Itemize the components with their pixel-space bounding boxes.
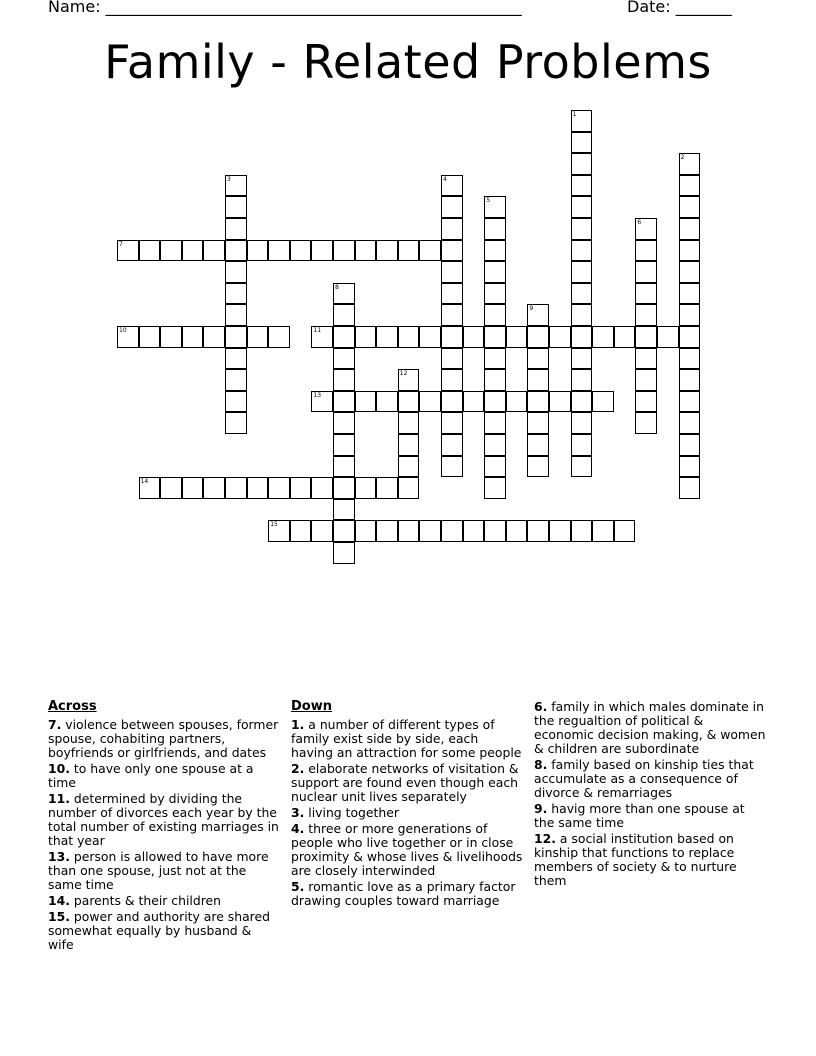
clue-item [48, 910, 280, 952]
crossword-cell[interactable] [571, 326, 593, 348]
clue-number: 15. [48, 909, 70, 924]
crossword-cell[interactable] [549, 326, 571, 348]
clue-number: 8. [534, 757, 548, 772]
crossword-cell[interactable] [419, 391, 441, 413]
crossword-cell[interactable] [635, 218, 657, 240]
crossword-cell[interactable] [679, 153, 701, 175]
crossword-cell[interactable] [571, 153, 593, 175]
crossword-cell[interactable] [117, 326, 139, 348]
crossword-cell[interactable] [441, 434, 463, 456]
crossword-cell[interactable] [506, 326, 528, 348]
clue-item [534, 758, 766, 800]
crossword-cell[interactable] [441, 283, 463, 305]
crossword-cell[interactable] [311, 391, 333, 413]
crossword-cell[interactable] [635, 261, 657, 283]
crossword-cell[interactable] [441, 175, 463, 197]
crossword-cell[interactable] [571, 456, 593, 478]
clue-text: three or more generations of people who live together or in close proximity & whose lives & livelihoods are closely interwinded [291, 821, 523, 878]
crossword-cell[interactable] [398, 391, 420, 413]
crossword-cell[interactable] [679, 326, 701, 348]
crossword-cell[interactable] [527, 326, 549, 348]
crossword-cell[interactable] [635, 369, 657, 391]
crossword-cell[interactable] [441, 348, 463, 370]
crossword-cell[interactable] [398, 520, 420, 542]
page-title: Family - Related Problems [104, 35, 712, 89]
crossword-cell[interactable] [311, 240, 333, 262]
crossword-cell[interactable] [333, 348, 355, 370]
crossword-cell[interactable] [441, 261, 463, 283]
across-clues [48, 700, 280, 954]
crossword-cell[interactable] [333, 520, 355, 542]
crossword-cell[interactable] [160, 326, 182, 348]
crossword-cell[interactable] [571, 434, 593, 456]
crossword-cell[interactable] [355, 240, 377, 262]
crossword-cell[interactable] [247, 326, 269, 348]
crossword-cell[interactable] [571, 132, 593, 154]
crossword-cell[interactable] [571, 240, 593, 262]
crossword-cell[interactable] [376, 391, 398, 413]
crossword-cell[interactable] [376, 240, 398, 262]
date-field-label: Date: _______ [627, 0, 732, 16]
crossword-cell[interactable] [635, 304, 657, 326]
crossword-cell[interactable] [441, 304, 463, 326]
crossword-cell[interactable] [679, 240, 701, 262]
crossword-cell[interactable] [203, 240, 225, 262]
crossword-cell[interactable] [333, 304, 355, 326]
crossword-cell[interactable] [441, 196, 463, 218]
crossword-cell[interactable] [225, 391, 247, 413]
crossword-cell[interactable] [398, 369, 420, 391]
crossword-cell[interactable] [160, 477, 182, 499]
clue-text: a number of different types of family exist side by side, each having an attraction for some people [291, 717, 522, 760]
crossword-cell[interactable] [225, 283, 247, 305]
crossword-cell[interactable] [679, 348, 701, 370]
clue-text: parents & their children [69, 893, 222, 908]
clue-item [534, 802, 766, 830]
crossword-cell[interactable] [527, 304, 549, 326]
crossword-cell[interactable] [679, 434, 701, 456]
crossword-cell[interactable] [463, 391, 485, 413]
crossword-cell[interactable] [571, 261, 593, 283]
crossword-cell[interactable] [247, 240, 269, 262]
crossword-cell[interactable] [679, 456, 701, 478]
crossword-cell[interactable] [527, 434, 549, 456]
crossword-cell[interactable] [290, 520, 312, 542]
crossword-cell[interactable] [398, 477, 420, 499]
crossword-cell[interactable] [225, 304, 247, 326]
clue-text: family based on kinship ties that accumulate as a consequence of divorce & remarriages [534, 757, 754, 800]
down-clues-continued [534, 700, 766, 890]
crossword-cell[interactable] [527, 520, 549, 542]
crossword-cell[interactable] [463, 520, 485, 542]
crossword-cell[interactable] [419, 240, 441, 262]
clue-number: 1. [291, 717, 305, 732]
crossword-cell[interactable] [506, 391, 528, 413]
clue-number: 6. [534, 699, 548, 714]
crossword-cell[interactable] [571, 196, 593, 218]
crossword-cell[interactable] [527, 369, 549, 391]
crossword-cell[interactable] [268, 520, 290, 542]
clue-text: havig more than one spouse at the same time [534, 801, 745, 830]
crossword-cell[interactable] [484, 434, 506, 456]
crossword-cell[interactable] [376, 477, 398, 499]
crossword-cell[interactable] [419, 326, 441, 348]
crossword-cell[interactable] [182, 240, 204, 262]
clue-item [291, 880, 523, 908]
clue-number: 12. [534, 831, 556, 846]
crossword-cell[interactable] [441, 240, 463, 262]
down-clue-list-continued [534, 700, 766, 888]
crossword-cell[interactable] [571, 391, 593, 413]
crossword-cell[interactable] [441, 391, 463, 413]
crossword-cell[interactable] [225, 326, 247, 348]
crossword-cell[interactable] [571, 369, 593, 391]
crossword-cell[interactable] [398, 412, 420, 434]
clue-item [291, 762, 523, 804]
clue-item [48, 718, 280, 760]
crossword-cell[interactable] [484, 283, 506, 305]
crossword-cell[interactable] [333, 369, 355, 391]
crossword-cell[interactable] [139, 477, 161, 499]
crossword-cell[interactable] [419, 520, 441, 542]
crossword-cell[interactable] [376, 520, 398, 542]
crossword-cell[interactable] [333, 499, 355, 521]
crossword-cell[interactable] [225, 218, 247, 240]
crossword-cell[interactable] [635, 283, 657, 305]
crossword-cell[interactable] [268, 477, 290, 499]
clue-text: a social institution based on kinship that functions to replace members of society & to nurture them [534, 831, 737, 888]
crossword-cell[interactable] [225, 348, 247, 370]
crossword-cell[interactable] [571, 218, 593, 240]
crossword-cell[interactable] [333, 542, 355, 564]
down-clue-list [291, 718, 523, 908]
clue-number-label: 12 [399, 370, 408, 378]
crossword-cell[interactable] [268, 240, 290, 262]
crossword-cell[interactable] [679, 283, 701, 305]
crossword-cell[interactable] [355, 477, 377, 499]
crossword-cell[interactable] [679, 477, 701, 499]
across-heading: Across [48, 699, 97, 714]
clue-number: 9. [534, 801, 548, 816]
crossword-cell[interactable] [484, 304, 506, 326]
clue-item [291, 806, 523, 820]
crossword-cell[interactable] [549, 391, 571, 413]
crossword-cell[interactable] [225, 369, 247, 391]
crossword-cell[interactable] [333, 283, 355, 305]
clue-item [291, 822, 523, 878]
clue-item [534, 832, 766, 888]
clue-text: family in which males dominate in the regualtion of political & economic decision making, & women & children are subordinate [534, 699, 766, 756]
crossword-cell[interactable] [679, 412, 701, 434]
clue-number-label: 9 [529, 305, 534, 313]
clue-number-label: 1 [572, 111, 577, 118]
clue-item [48, 762, 280, 790]
crossword-cell[interactable] [484, 196, 506, 218]
crossword-cell[interactable] [225, 412, 247, 434]
crossword-cell[interactable] [355, 326, 377, 348]
clue-number-label: 3 [227, 175, 231, 183]
crossword-cell[interactable] [376, 326, 398, 348]
crossword-cell[interactable] [571, 348, 593, 370]
crossword-cell[interactable] [635, 412, 657, 434]
crossword-cell[interactable] [679, 261, 701, 283]
crossword-cell[interactable] [463, 326, 485, 348]
crossword-cell[interactable] [182, 326, 204, 348]
crossword-cell[interactable] [333, 391, 355, 413]
clue-number-label: 7 [119, 240, 123, 248]
crossword-cell[interactable] [290, 240, 312, 262]
crossword-cell[interactable] [484, 391, 506, 413]
clue-text: violence between spouses, former spouse, cohabiting partners, boyfriends or girlfriends, and dates [48, 717, 279, 760]
clue-number: 2. [291, 761, 305, 776]
clue-number-label: 15 [270, 521, 278, 529]
crossword-cell[interactable] [484, 218, 506, 240]
crossword-cell[interactable] [139, 326, 161, 348]
clue-text: living together [304, 805, 399, 820]
crossword-cell[interactable] [182, 477, 204, 499]
crossword-cell[interactable] [441, 412, 463, 434]
crossword-cell[interactable] [592, 520, 614, 542]
crossword-cell[interactable] [117, 240, 139, 262]
crossword-cell[interactable] [571, 304, 593, 326]
clue-text: romantic love as a primary factor drawing couples toward marriage [291, 879, 516, 908]
crossword-cell[interactable] [571, 520, 593, 542]
crossword-cell[interactable] [571, 283, 593, 305]
name-field-label: Name: ____________________________________________________ [48, 0, 522, 16]
crossword-cell[interactable] [571, 110, 593, 132]
crossword-cell[interactable] [441, 326, 463, 348]
crossword-cell[interactable] [484, 412, 506, 434]
crossword-cell[interactable] [614, 326, 636, 348]
crossword-cell[interactable] [484, 456, 506, 478]
crossword-cell[interactable] [635, 240, 657, 262]
clue-number: 13. [48, 849, 70, 864]
crossword-cell[interactable] [333, 477, 355, 499]
clue-number-label: 6 [637, 219, 642, 226]
down-heading: Down [291, 699, 332, 714]
clue-number: 4. [291, 821, 305, 836]
crossword-cell[interactable] [635, 326, 657, 348]
crossword-cell[interactable] [441, 456, 463, 478]
clue-number-label: 14 [140, 478, 149, 486]
crossword-cell[interactable] [139, 240, 161, 262]
crossword-cell[interactable] [333, 240, 355, 262]
crossword-cell[interactable] [484, 261, 506, 283]
crossword-cell[interactable] [225, 477, 247, 499]
crossword-cell[interactable] [225, 175, 247, 197]
crossword-cell[interactable] [311, 326, 333, 348]
crossword-cell[interactable] [333, 434, 355, 456]
clue-number-label: 10 [119, 327, 127, 334]
crossword-cell[interactable] [571, 412, 593, 434]
clue-number-label: 8 [335, 283, 339, 291]
crossword-cell[interactable] [679, 391, 701, 413]
crossword-cell[interactable] [311, 477, 333, 499]
crossword-cell[interactable] [398, 456, 420, 478]
crossword-cell[interactable] [333, 412, 355, 434]
crossword-cell[interactable] [527, 348, 549, 370]
clue-number: 14. [48, 893, 70, 908]
crossword-cell[interactable] [527, 391, 549, 413]
clue-item [291, 718, 523, 760]
crossword-cell[interactable] [506, 520, 528, 542]
crossword-cell[interactable] [441, 369, 463, 391]
clue-number: 3. [291, 805, 305, 820]
crossword-cell[interactable] [592, 391, 614, 413]
clue-item [48, 792, 280, 848]
crossword-cell[interactable] [679, 196, 701, 218]
crossword-cell[interactable] [290, 477, 312, 499]
crossword-cell[interactable] [571, 175, 593, 197]
crossword-cell[interactable] [679, 218, 701, 240]
clue-number: 11. [48, 791, 70, 806]
clue-number-label: 11 [313, 327, 322, 334]
crossword-cell[interactable] [679, 369, 701, 391]
crossword-cell[interactable] [484, 477, 506, 499]
crossword-cell[interactable] [311, 520, 333, 542]
clue-text: to have only one spouse at a time [48, 761, 254, 790]
crossword-cell[interactable] [333, 456, 355, 478]
across-clue-list [48, 718, 280, 952]
clue-number: 7. [48, 717, 62, 732]
clue-item [48, 894, 280, 908]
clue-number: 10. [48, 761, 70, 776]
crossword-cell[interactable] [203, 326, 225, 348]
clue-item [534, 700, 766, 756]
clue-text: power and authority are shared somewhat equally by husband & wife [48, 909, 270, 952]
clue-number-label: 5 [486, 197, 491, 205]
crossword-cell[interactable] [484, 240, 506, 262]
crossword-cell[interactable] [355, 520, 377, 542]
crossword-cell[interactable] [635, 391, 657, 413]
crossword-cell[interactable] [225, 261, 247, 283]
clue-text: determined by dividing the number of divorces each year by the total number of existing marriages in that year [48, 791, 279, 848]
crossword-cell[interactable] [527, 456, 549, 478]
crossword-cell[interactable] [527, 412, 549, 434]
crossword-cell[interactable] [398, 240, 420, 262]
crossword-cell[interactable] [657, 326, 679, 348]
crossword-cell[interactable] [398, 434, 420, 456]
crossword-cell[interactable] [160, 240, 182, 262]
crossword-cell[interactable] [484, 348, 506, 370]
crossword-cell[interactable] [592, 326, 614, 348]
clue-text: person is allowed to have more than one spouse, just not at the same time [48, 849, 269, 892]
crossword-cell[interactable] [398, 326, 420, 348]
clue-number-label: 4 [443, 175, 447, 183]
crossword-cell[interactable] [247, 477, 269, 499]
crossword-cell[interactable] [679, 175, 701, 197]
crossword-cell[interactable] [549, 520, 571, 542]
clue-number-label: 2 [680, 154, 685, 162]
down-clues [291, 700, 523, 910]
crossword-cell[interactable] [484, 369, 506, 391]
crossword-cell[interactable] [225, 196, 247, 218]
crossword-cell[interactable] [268, 326, 290, 348]
crossword-cell[interactable] [333, 326, 355, 348]
clue-number-label: 13 [313, 391, 322, 399]
clue-text: elaborate networks of visitation & support are found even though each nuclear unit lives separately [291, 761, 519, 804]
crossword-cell[interactable] [355, 391, 377, 413]
crossword-cell[interactable] [484, 520, 506, 542]
crossword-cell[interactable] [484, 326, 506, 348]
crossword-cell[interactable] [635, 348, 657, 370]
crossword-cell[interactable] [441, 520, 463, 542]
crossword-cell[interactable] [679, 304, 701, 326]
clue-item [48, 850, 280, 892]
crossword-cell[interactable] [614, 520, 636, 542]
clue-number: 5. [291, 879, 305, 894]
crossword-cell[interactable] [203, 477, 225, 499]
crossword-cell[interactable] [441, 218, 463, 240]
crossword-cell[interactable] [225, 240, 247, 262]
